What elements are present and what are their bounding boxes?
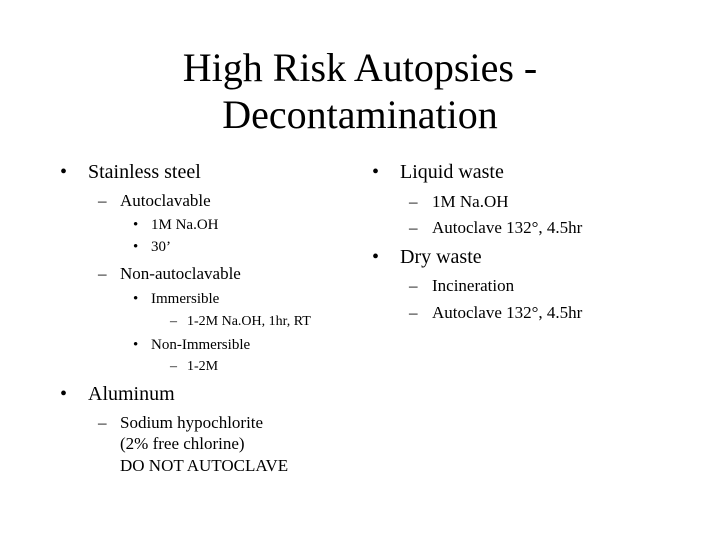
- item-30-min: 30’: [151, 239, 171, 255]
- slide-title: [0, 44, 720, 138]
- bullet-glyph: •: [133, 291, 139, 307]
- bullet-glyph: •: [133, 217, 139, 233]
- item-liquid-autoclave: Autoclave 132°, 4.5hr: [432, 218, 583, 237]
- item-non-immersible-detail: 1-2M: [187, 359, 219, 374]
- item-stainless-steel: Stainless steel: [88, 161, 201, 183]
- item-liquid-naoh: 1M Na.OH: [432, 192, 509, 211]
- item-incineration: Incineration: [432, 276, 515, 295]
- item-naoh: 1M Na.OH: [151, 217, 219, 233]
- item-immersible-detail: 1-2M Na.OH, 1hr, RT: [187, 314, 311, 329]
- bullet-glyph: •: [372, 246, 380, 268]
- item-dry-waste: Dry waste: [400, 246, 482, 268]
- dash-glyph: –: [98, 191, 107, 210]
- dash-glyph: –: [409, 218, 418, 237]
- bullet-glyph: •: [60, 383, 68, 405]
- dash-glyph: –: [98, 264, 107, 283]
- dash-glyph: –: [98, 413, 107, 432]
- bullet-glyph: •: [133, 337, 139, 353]
- dash-glyph: –: [170, 359, 177, 374]
- title-line-2: Decontamination: [222, 92, 498, 137]
- item-sodium-hypochlorite: Sodium hypochlorite: [120, 413, 264, 432]
- item-dry-autoclave: Autoclave 132°, 4.5hr: [432, 303, 583, 322]
- bullet-glyph: •: [60, 161, 68, 183]
- item-do-not-autoclave: DO NOT AUTOCLAVE: [120, 456, 289, 475]
- dash-glyph: –: [170, 314, 177, 329]
- dash-glyph: –: [409, 276, 418, 295]
- item-free-chlorine: (2% free chlorine): [120, 434, 245, 453]
- dash-glyph: –: [409, 303, 418, 322]
- dash-glyph: –: [409, 192, 418, 211]
- title-line-1: High Risk Autopsies -: [182, 45, 538, 90]
- item-liquid-waste: Liquid waste: [400, 161, 504, 183]
- bullet-glyph: •: [372, 161, 380, 183]
- item-autoclavable: Autoclavable: [120, 191, 211, 210]
- item-aluminum: Aluminum: [88, 383, 175, 405]
- item-non-immersible: Non-Immersible: [151, 337, 251, 353]
- item-non-autoclavable: Non-autoclavable: [120, 264, 241, 283]
- item-immersible: Immersible: [151, 291, 220, 307]
- bullet-glyph: •: [133, 239, 139, 255]
